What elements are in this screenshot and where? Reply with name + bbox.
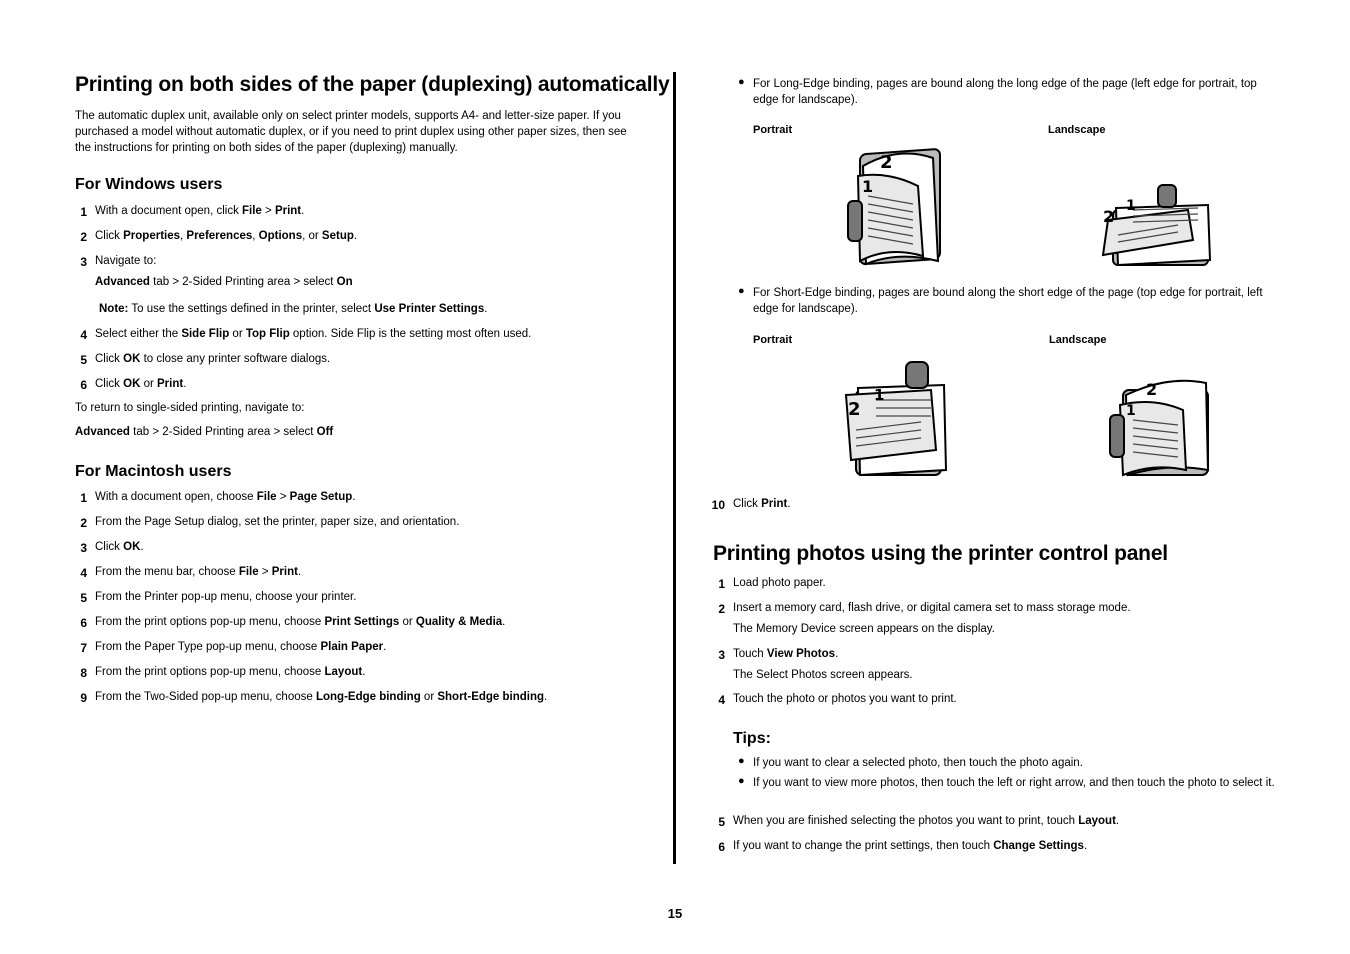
mac-step-2: From the Page Setup dialog, set the printer, paper size, and orientation.: [95, 516, 460, 528]
landscape-label: Landscape: [1048, 124, 1106, 136]
return-text: To return to single-sided printing, navigate to:: [75, 402, 305, 414]
tip-2: If you want to view more photos, then touch the left or right arrow, and then touch the photo to select it.: [753, 777, 1275, 789]
mac-step-3: Click OK.: [95, 541, 144, 553]
tips-heading: Tips:: [733, 730, 771, 747]
duplex-title: Printing on both sides of the paper (duplexing) automatically: [75, 73, 670, 96]
duplex-intro: The automatic duplex unit, available only on select printer models, supports A4- and letter-size paper. If you purchased a model without automatic duplex, or if you need to print duplex using other paper sizes, then see the instructions for printing on both sides of the paper (duplexing) manually.: [75, 110, 627, 154]
page-one-icon: 1: [1126, 403, 1136, 419]
mac-step-1: With a document open, choose File > Page Setup.: [95, 491, 356, 503]
win-step-num: 2: [80, 230, 87, 244]
photo-step-num: 1: [718, 577, 725, 591]
mac-heading: For Macintosh users: [75, 463, 232, 480]
mac-step-6: From the print options pop-up menu, choose Print Settings or Quality & Media.: [95, 616, 506, 628]
photo-step-num: 2: [718, 602, 725, 616]
win-step-5: Click OK to close any printer software dialogs.: [95, 353, 331, 365]
bullet-icon: ●: [738, 775, 745, 787]
page-two-icon: 2: [1103, 207, 1115, 226]
bullet-icon: ●: [738, 76, 745, 88]
win-step-3: Navigate to:: [95, 255, 157, 267]
mac-step-num: 9: [80, 691, 87, 705]
tip-1: If you want to clear a selected photo, then touch the photo again.: [753, 757, 1083, 769]
photo-step-num: 4: [718, 693, 725, 707]
mac-step-num: 3: [80, 541, 87, 555]
mac-step-9: From the Two-Sided pop-up menu, choose Long-Edge binding or Short-Edge binding.: [95, 691, 548, 703]
photo-step-6: If you want to change the print settings, then touch Change Settings.: [733, 840, 1088, 852]
win-step-num: 6: [80, 378, 87, 392]
win-step-num: 1: [80, 205, 87, 219]
mac-step-num: 7: [80, 641, 87, 655]
page-number: 15: [667, 906, 683, 921]
photo-step-3-sub: The Select Photos screen appears.: [733, 669, 913, 681]
photo-step-4: Touch the photo or photos you want to print.: [733, 693, 957, 705]
photo-step-num: 5: [718, 815, 725, 829]
mac-step-num: 6: [80, 616, 87, 630]
page-two-icon: 2: [848, 399, 861, 420]
mac-step-num: 5: [80, 591, 87, 605]
win-step-4: Select either the Side Flip or Top Flip option. Side Flip is the setting most often used.: [95, 328, 532, 340]
photo-step-2-sub: The Memory Device screen appears on the display.: [733, 623, 995, 635]
photo-step-5: When you are finished selecting the photos you want to print, touch Layout.: [733, 815, 1120, 827]
photos-title: Printing photos using the printer control panel: [713, 542, 1168, 565]
win-step-6: Click OK or Print.: [95, 378, 187, 390]
win-step-1: With a document open, click File > Print.: [95, 205, 305, 217]
navigate-path: Advanced tab > 2-Sided Printing area > select On: [95, 276, 353, 288]
win-step-num: 4: [80, 328, 87, 342]
portrait-label: Portrait: [753, 124, 793, 136]
page-two-icon: 2: [880, 152, 893, 173]
long-edge-portrait-illustration: [838, 146, 953, 271]
page-one-icon: 1: [1126, 198, 1136, 214]
mac-step-4: From the menu bar, choose File > Print.: [95, 566, 302, 578]
mac-step-5: From the Printer pop-up menu, choose your printer.: [95, 591, 357, 603]
return-path: Advanced tab > 2-Sided Printing area > select Off: [75, 426, 334, 438]
long-edge-text: For Long-Edge binding, pages are bound along the long edge of the page (left edge for portrait, top edge for landscape).: [753, 78, 1257, 106]
portrait-label: Portrait: [753, 334, 793, 346]
mac-step-8: From the print options pop-up menu, choose Layout.: [95, 666, 366, 678]
mac-step-num: 2: [80, 516, 87, 530]
mac-step-num: 1: [80, 491, 87, 505]
long-edge-landscape-illustration: [1098, 180, 1218, 275]
short-edge-landscape-illustration: [1098, 375, 1218, 485]
page-one-icon: 1: [874, 386, 885, 404]
win-step-num: 3: [80, 255, 87, 269]
step-10: Click Print.: [733, 498, 791, 510]
short-edge-portrait-illustration: [836, 360, 956, 480]
bullet-icon: ●: [738, 755, 745, 767]
step-10-num: 10: [711, 498, 725, 512]
short-edge-text: For Short-Edge binding, pages are bound along the short edge of the page (top edge for portrait, left edge for landscape).: [753, 287, 1263, 315]
win-step-num: 5: [80, 353, 87, 367]
note: Note: To use the settings defined in the printer, select Use Printer Settings.: [99, 303, 488, 315]
page-one-icon: 1: [862, 177, 874, 196]
photo-step-1: Load photo paper.: [733, 577, 826, 589]
win-step-2: Click Properties, Preferences, Options, or Setup.: [95, 230, 358, 242]
page-two-icon: 2: [1146, 380, 1158, 399]
mac-step-7: From the Paper Type pop-up menu, choose Plain Paper.: [95, 641, 387, 653]
landscape-label: Landscape: [1049, 334, 1107, 346]
mac-step-num: 4: [80, 566, 87, 580]
bullet-icon: ●: [738, 285, 745, 297]
column-divider: [673, 72, 676, 864]
photo-step-num: 3: [718, 648, 725, 662]
photo-step-num: 6: [718, 840, 725, 854]
photo-step-2: Insert a memory card, flash drive, or digital camera set to mass storage mode.: [733, 602, 1131, 614]
mac-step-num: 8: [80, 666, 87, 680]
windows-heading: For Windows users: [75, 176, 223, 193]
photo-step-3: Touch View Photos.: [733, 648, 839, 660]
